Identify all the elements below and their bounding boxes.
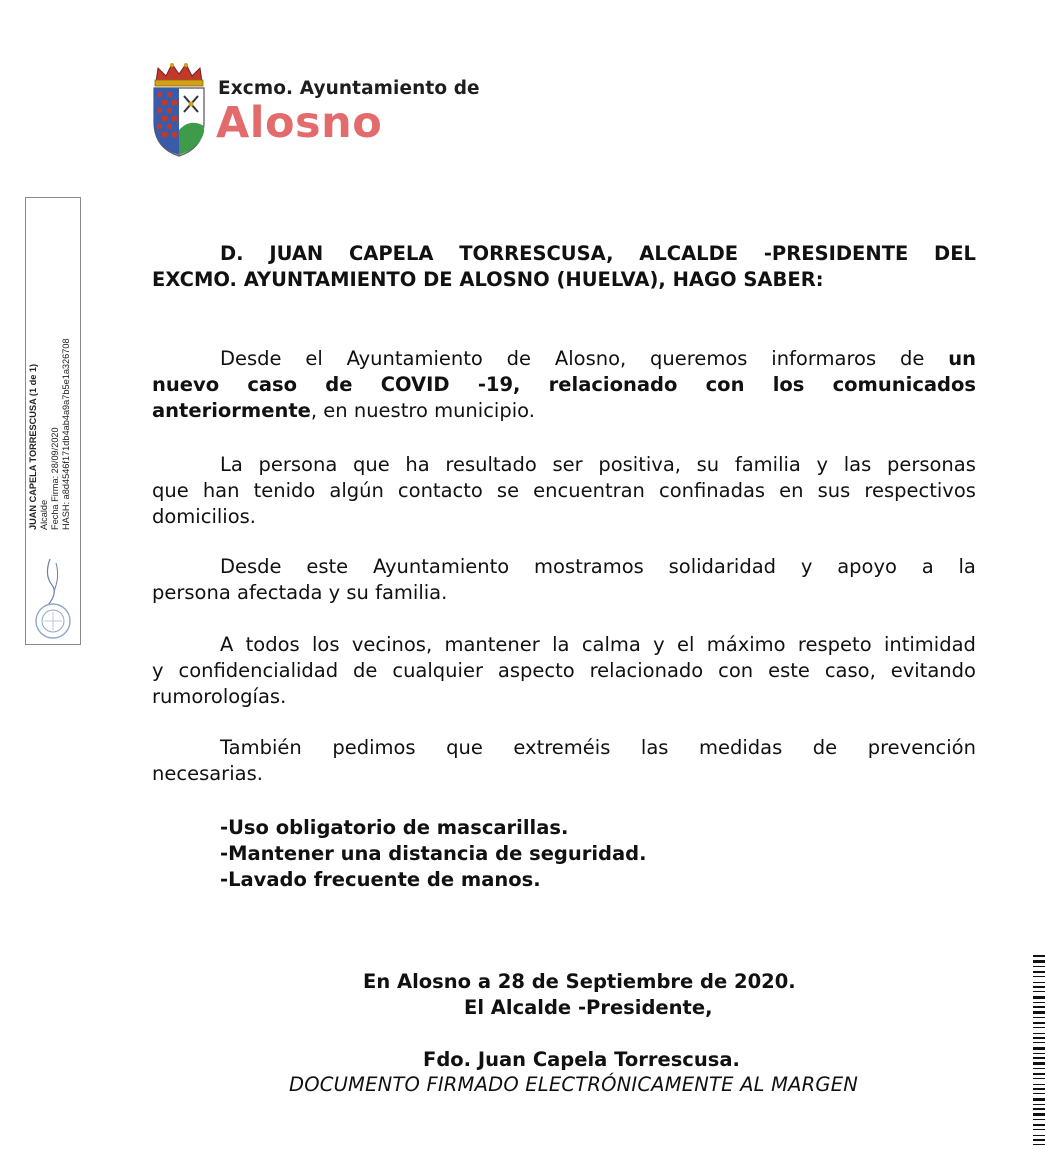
word: en — [779, 479, 804, 502]
signature-text — [28, 338, 72, 530]
list-item: -Lavado frecuente de manos. — [220, 868, 541, 891]
word: -PRESIDENTE — [763, 242, 909, 265]
word: vecinos, — [351, 633, 433, 656]
word: se — [496, 479, 520, 502]
word: -19, — [477, 373, 521, 396]
word: y — [152, 659, 164, 682]
word: que — [152, 479, 189, 502]
barcode-bar — [1033, 955, 1045, 957]
word: los — [312, 633, 340, 656]
p3-line-2: persona afectada y su familia. — [152, 581, 448, 604]
p2-line-3: domicilios. — [152, 505, 256, 528]
p4-line-2 — [152, 658, 976, 684]
barcode-bar — [1033, 1053, 1045, 1054]
word: y — [653, 633, 665, 656]
p1-bold-word: anteriormente — [152, 399, 311, 422]
word: que — [446, 736, 483, 759]
barcode-bar — [1033, 1139, 1045, 1141]
barcode-bar — [1033, 1027, 1045, 1028]
municipal-logo — [148, 60, 478, 160]
place-date: En Alosno a 28 de Septiembre de 2020. — [363, 970, 796, 993]
paragraph-new-case — [152, 346, 976, 424]
word: extreméis — [513, 736, 611, 759]
word: respectivos — [864, 479, 976, 502]
barcode-bar — [1033, 1022, 1045, 1024]
word: pedimos — [332, 736, 416, 759]
barcode-bar — [1033, 982, 1045, 983]
word: Ayuntamiento — [346, 347, 483, 370]
word: resultado — [445, 453, 537, 476]
word: prevención — [867, 736, 976, 759]
signer-role: Alcalde — [39, 499, 49, 530]
word: de — [506, 347, 532, 370]
word: algún — [329, 479, 384, 502]
word: TORRESCUSA, — [459, 242, 614, 265]
barcode-bar — [1033, 1068, 1045, 1069]
word: tenido — [253, 479, 316, 502]
p2-line-2 — [152, 478, 976, 504]
barcode-bar — [1033, 1119, 1045, 1120]
word: los — [772, 373, 805, 396]
word: relacionado — [548, 373, 678, 396]
barcode-bar — [1033, 991, 1045, 992]
barcode-icon — [1033, 955, 1045, 1145]
word: La — [220, 453, 243, 476]
signer-name: JUAN CAPELA TORRESCUSA (1 de 1) — [28, 363, 38, 530]
handwritten-signature-icon — [30, 555, 76, 643]
barcode-bar — [1033, 1002, 1045, 1003]
word: nuevo — [152, 373, 220, 396]
signature-date: Fecha Firma: 28/09/2020 — [50, 427, 60, 530]
barcode-bar — [1033, 1093, 1045, 1094]
word: Alosno, — [554, 347, 627, 370]
word: D. — [220, 242, 244, 265]
list-item: -Mantener una distancia de seguridad. — [220, 842, 647, 865]
logo-title: Alosno — [216, 98, 383, 148]
word: confinadas — [659, 479, 766, 502]
signature-hash: HASH: a8d4546f171db4ab4a9a7b5e1a326708 — [61, 338, 71, 530]
word: máximo — [706, 633, 786, 656]
word: Desde — [220, 555, 282, 578]
barcode-bar — [1033, 1033, 1045, 1034]
barcode-bar — [1033, 1113, 1045, 1116]
word: ser — [552, 453, 583, 476]
barcode-bar — [1033, 966, 1045, 967]
p1-tail: , en nuestro municipio. — [310, 399, 535, 422]
word: con — [718, 659, 754, 682]
barcode-bar — [1033, 1011, 1045, 1014]
p4-line-1 — [152, 632, 976, 658]
word: persona — [258, 453, 338, 476]
word: COVID — [380, 373, 450, 396]
word: CAPELA — [348, 242, 434, 265]
barcode-bar — [1033, 1042, 1045, 1043]
word: personas — [886, 453, 976, 476]
p5-line-1 — [152, 735, 976, 761]
barcode-bar — [1033, 1124, 1045, 1126]
word: contacto — [397, 479, 483, 502]
p1-line-3 — [152, 398, 976, 424]
word: y — [800, 555, 813, 578]
barcode-bar — [1033, 1006, 1045, 1008]
word: También — [220, 736, 302, 759]
barcode-bar — [1033, 1078, 1045, 1079]
list-item: -Uso obligatorio de mascarillas. — [220, 816, 569, 839]
word: las — [843, 453, 872, 476]
word: Ayuntamiento — [372, 555, 510, 578]
word: mostramos — [534, 555, 644, 578]
barcode-bar — [1033, 1088, 1045, 1090]
word: caso — [247, 373, 298, 396]
word: intimidad — [883, 633, 976, 656]
barcode-bar — [1033, 1057, 1045, 1059]
barcode-bar — [1033, 1104, 1045, 1105]
word: la — [552, 633, 570, 656]
word: de — [899, 347, 925, 370]
p1-line-2 — [152, 372, 976, 398]
heading-line-1 — [152, 241, 976, 267]
word: todos — [245, 633, 300, 656]
document-heading — [152, 241, 976, 293]
word: Desde — [220, 347, 282, 370]
word: las — [640, 736, 669, 759]
word: han — [202, 479, 240, 502]
barcode-bar — [1033, 986, 1045, 988]
word: sus — [817, 479, 851, 502]
prevention-measures-list — [220, 815, 647, 893]
barcode-bar — [1033, 1135, 1045, 1136]
barcode-bar — [1033, 996, 1045, 999]
p2-line-1 — [152, 452, 976, 478]
word: mantener — [444, 633, 540, 656]
word: DEL — [934, 242, 976, 265]
word: este — [768, 659, 810, 682]
word: A — [220, 633, 234, 656]
signer-title: El Alcalde -Presidente, — [464, 996, 713, 1019]
word: de — [812, 736, 838, 759]
word: este — [306, 555, 349, 578]
barcode-bar — [1033, 1037, 1045, 1039]
word: de — [353, 659, 378, 682]
word: que — [352, 453, 390, 476]
word: solidaridad — [668, 555, 777, 578]
barcode-bar — [1033, 1144, 1045, 1145]
word: apoyo — [837, 555, 897, 578]
word: caso, — [824, 659, 876, 682]
bold-word: un — [948, 347, 976, 370]
barcode-bar — [1033, 960, 1045, 963]
word: comunicados — [832, 373, 976, 396]
word: calma — [581, 633, 641, 656]
word: ALCALDE — [639, 242, 739, 265]
barcode-bar — [1033, 1108, 1045, 1110]
logo-subtitle: Excmo. Ayuntamiento de — [218, 78, 480, 99]
word: queremos — [650, 347, 748, 370]
word: el — [305, 347, 323, 370]
barcode-bar — [1033, 1047, 1045, 1050]
p5-line-2: necesarias. — [152, 762, 263, 785]
barcode-bar — [1033, 976, 1045, 977]
word: ha — [405, 453, 430, 476]
word: de — [325, 373, 353, 396]
word: informaros — [771, 347, 877, 370]
word: encuentran — [533, 479, 645, 502]
p1-line-1 — [152, 346, 976, 372]
barcode-bar — [1033, 1062, 1045, 1065]
paragraph-respect — [152, 632, 976, 710]
word: evitando — [890, 659, 976, 682]
word: y — [816, 453, 829, 476]
word: cualquier — [392, 659, 483, 682]
paragraph-solidarity — [152, 554, 976, 606]
barcode-bar — [1033, 1084, 1045, 1085]
word: la — [958, 555, 976, 578]
word: aspecto — [497, 659, 575, 682]
p3-line-1 — [152, 554, 976, 580]
word: a — [921, 555, 934, 578]
barcode-bar — [1033, 1129, 1045, 1130]
word: el — [677, 633, 695, 656]
word: positiva, — [598, 453, 681, 476]
barcode-bar — [1033, 1073, 1045, 1075]
paragraph-confinement — [152, 452, 976, 530]
barcode-bar — [1033, 1098, 1045, 1101]
word: familia — [734, 453, 801, 476]
word: confidencialidad — [178, 659, 339, 682]
coat-of-arms-icon — [148, 60, 210, 158]
signed-by: Fdo. Juan Capela Torrescusa. — [423, 1048, 740, 1071]
word: medidas — [698, 736, 783, 759]
word: con — [705, 373, 745, 396]
heading-line-2: EXCMO. AYUNTAMIENTO DE ALOSNO (HUELVA), HAGO SABER: — [152, 268, 824, 291]
barcode-bar — [1033, 971, 1045, 973]
electronic-signature-note: DOCUMENTO FIRMADO ELECTRÓNICAMENTE AL MARGEN — [289, 1073, 859, 1096]
word: relacionado — [589, 659, 704, 682]
p4-line-3: rumorologías. — [152, 685, 287, 708]
barcode-bar — [1033, 1017, 1045, 1018]
word: JUAN — [269, 242, 324, 265]
word: su — [696, 453, 720, 476]
word: respeto — [797, 633, 872, 656]
paragraph-prevention — [152, 735, 976, 787]
